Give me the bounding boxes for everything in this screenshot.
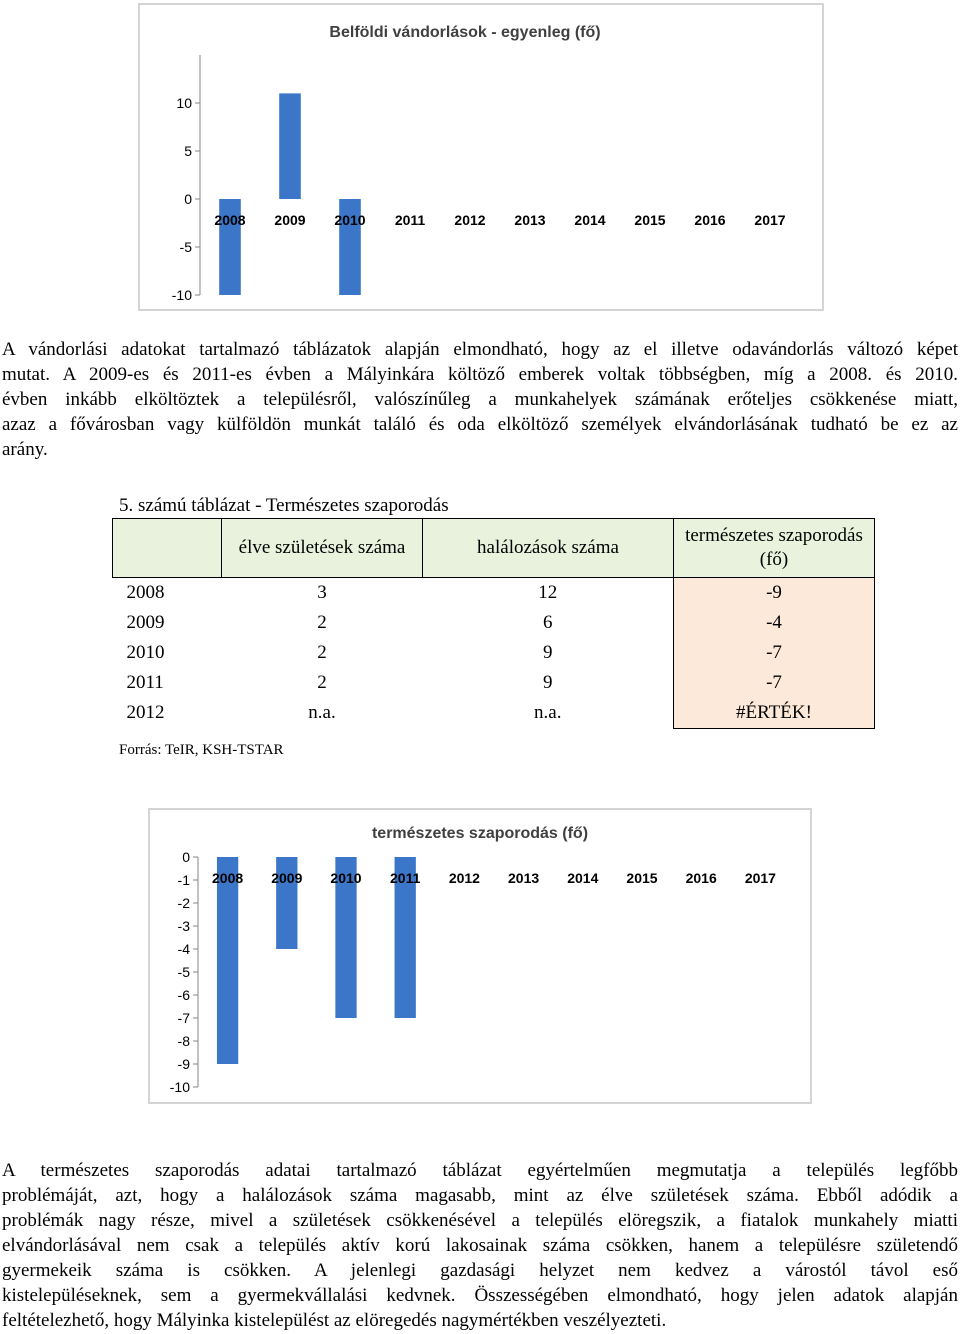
- births-cell: 2: [317, 612, 327, 633]
- migration-y-tick-label: -10: [171, 287, 192, 303]
- natural-bar-2008: [217, 857, 238, 1064]
- migration-x-tick-label: 2017: [754, 212, 786, 228]
- migration-bar-2009: [279, 93, 301, 199]
- migration-y-tick-label: 5: [184, 143, 192, 159]
- migration-paragraph: [2, 337, 958, 462]
- natural-x-tick-label: 2014: [567, 870, 599, 886]
- migration-x-tick-label: 2008: [214, 212, 246, 228]
- natural-x-tick-label: 2012: [448, 870, 480, 886]
- paragraph-line: problémák nagy része, mivel a születések csökkenésével a település elöregszik, a fiatalok munkahely miatti: [2, 1210, 958, 1231]
- table-row: [113, 638, 875, 668]
- natural-x-tick-label: 2009: [271, 870, 303, 886]
- increase-cell: -7: [674, 638, 875, 668]
- header-births: élve születések száma: [222, 519, 423, 578]
- deaths-cell: n.a.: [534, 702, 562, 724]
- table-row: [113, 698, 875, 729]
- table-caption: 5. számú táblázat - Természetes szaporodás: [119, 495, 449, 516]
- deaths-cell: 6: [543, 612, 553, 633]
- migration-x-tick-label: 2015: [634, 212, 666, 228]
- natural-y-tick-label: -6: [177, 987, 190, 1003]
- migration-y-tick-label: 0: [184, 191, 192, 207]
- migration-x-tick-label: 2011: [394, 212, 426, 228]
- paragraph-line: azaz a fővárosban vagy külföldön munkát találó és oda elköltöző személyek elvándorlásának tudható be ez az: [2, 414, 958, 435]
- year-cell: 2012: [126, 702, 165, 724]
- paragraph-line: A természetes szaporodás adatai tartalmazó táblázat egyértelműen megmutatja a település legfőbb: [2, 1160, 958, 1181]
- migration-x-tick-label: 2012: [454, 212, 486, 228]
- increase-cell: -7: [674, 668, 875, 698]
- migration-x-tick-label: 2010: [334, 212, 366, 228]
- migration-y-tick-label: -5: [179, 239, 192, 255]
- paragraph-line: kistelepüléseknek, sem a gyermekvállalási kedvnek. Összességében elmondható, hogy jelen adatok alapján: [2, 1285, 958, 1306]
- increase-cell: -9: [674, 578, 875, 609]
- migration-x-tick-label: 2009: [274, 212, 306, 228]
- paragraph-line: problémáját, azt, hogy a halálozások száma magasabb, mint az élve születések száma. Ebből adódik a: [2, 1185, 958, 1206]
- natural-y-tick-label: -7: [177, 1010, 190, 1026]
- natural-x-tick-label: 2010: [330, 870, 362, 886]
- natural-y-tick-label: -5: [177, 964, 190, 980]
- paragraph-line: feltételezhető, hogy Mályinka kistelepülést az elöregedés nagymértékben veszélyezteti.: [2, 1310, 667, 1331]
- natural-title: természetes szaporodás (fő): [371, 825, 589, 842]
- births-cell: 2: [317, 642, 327, 663]
- deaths-cell: 9: [543, 642, 553, 663]
- paragraph-line: A vándorlási adatokat tartalmazó táblázatok alapján elmondható, hogy az el illetve odavándorlás változó képet: [2, 339, 958, 360]
- paragraph-line: mutat. A 2009-es és 2011-es évben a Mályinkára költöző emberek voltak többségben, míg a 2008. és 2010.: [2, 364, 958, 385]
- increase-cell: #ÉRTÉK!: [674, 698, 875, 729]
- table-header-row: [113, 519, 875, 578]
- migration-x-tick-label: 2014: [574, 212, 606, 228]
- header-deaths: halálozások száma: [423, 519, 674, 578]
- deaths-cell: 12: [538, 582, 558, 603]
- natural-increase-table: [112, 518, 875, 729]
- header-natural-increase: természetes szaporodás (fő): [674, 519, 875, 578]
- births-cell: 2: [317, 672, 327, 693]
- natural-y-tick-label: -1: [177, 872, 190, 888]
- natural-x-tick-label: 2017: [744, 870, 776, 886]
- migration-balance-chart: [138, 3, 824, 311]
- natural-increase-chart: [148, 808, 812, 1104]
- paragraph-line: gyermekeik száma is csökken. A jelenlegi gazdasági helyzet nem kedvez a várostól távol eső: [2, 1260, 958, 1281]
- year-cell: 2008: [126, 582, 165, 603]
- migration-title: Belföldi vándorlások - egyenleg (fő): [329, 24, 601, 41]
- natural-x-tick-label: 2015: [626, 870, 658, 886]
- natural-y-tick-label: -4: [177, 941, 190, 957]
- migration-y-tick-label: 10: [176, 95, 192, 111]
- table-row: [113, 608, 875, 638]
- header-blank: [113, 519, 222, 578]
- natural-y-tick-label: -8: [177, 1033, 190, 1049]
- natural-x-tick-label: 2008: [212, 870, 244, 886]
- year-cell: 2011: [126, 672, 164, 693]
- natural-increase-svg: [150, 810, 810, 1102]
- natural-y-tick-label: -10: [169, 1079, 190, 1095]
- year-cell: 2009: [126, 612, 165, 633]
- increase-cell: -4: [674, 608, 875, 638]
- natural-y-tick-label: -3: [177, 918, 190, 934]
- natural-x-tick-label: 2016: [685, 870, 717, 886]
- paragraph-line: arány.: [2, 439, 48, 460]
- births-cell: n.a.: [308, 702, 336, 724]
- year-cell: 2010: [126, 642, 165, 663]
- table-row: [113, 668, 875, 698]
- natural-x-tick-label: 2011: [390, 870, 421, 886]
- natural-y-tick-label: -2: [177, 895, 190, 911]
- migration-x-tick-label: 2016: [694, 212, 726, 228]
- paragraph-line: évben inkább elköltöztek a településről, valószínűleg a munkahelyek számának erőteljes csökkenése miatt,: [2, 389, 958, 410]
- migration-x-tick-label: 2013: [514, 212, 546, 228]
- natural-increase-paragraph: [2, 1158, 958, 1333]
- natural-y-tick-label: 0: [182, 849, 190, 865]
- table-source: Forrás: TeIR, KSH-TSTAR: [119, 742, 284, 758]
- paragraph-line: elvándorlásával nem csak a település aktív korú lakosainak száma csökken, hanem a településre születendő: [2, 1235, 958, 1256]
- births-cell: 3: [317, 582, 327, 603]
- natural-y-tick-label: -9: [177, 1056, 190, 1072]
- table-row: [113, 578, 875, 609]
- natural-x-tick-label: 2013: [508, 870, 540, 886]
- deaths-cell: 9: [543, 672, 553, 693]
- migration-balance-svg: [140, 5, 822, 309]
